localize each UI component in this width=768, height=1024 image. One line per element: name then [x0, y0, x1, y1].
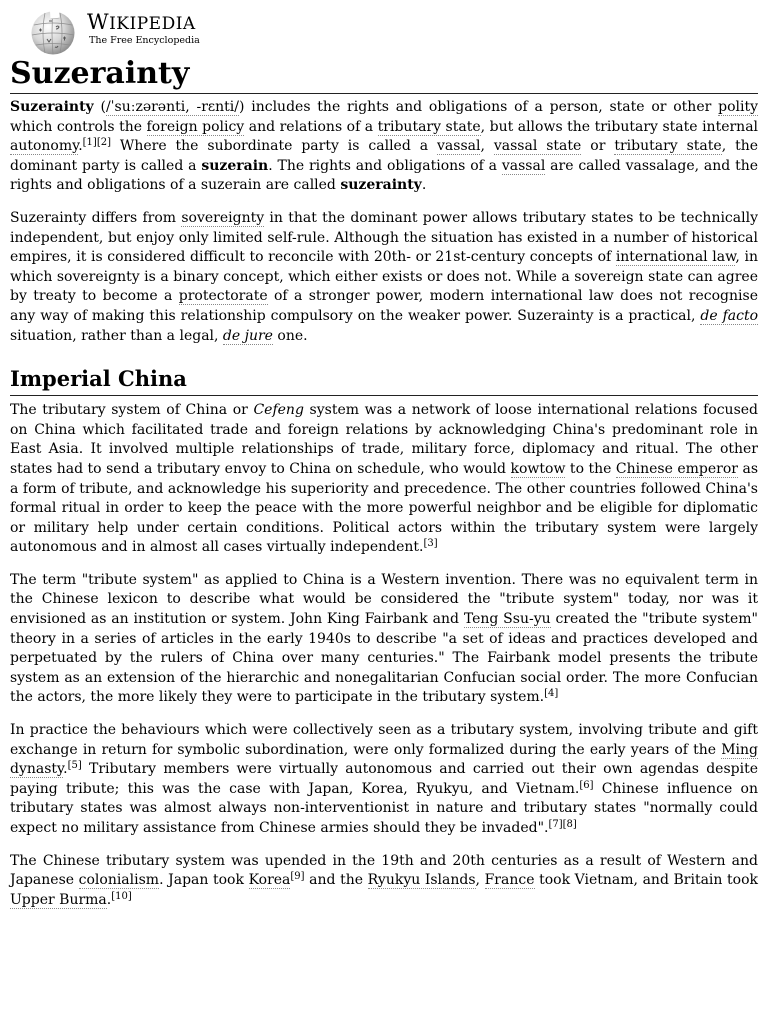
paragraph-text: situation, rather than a legal,	[10, 327, 223, 344]
paragraph-text: system was a network of loose international relations focused on China which facilitated trade and foreign relations by acknowledging China's predominant role in East Asia. It involved multiple relationships of trade, military force, diplomacy and ritual. The other states had to send a tributary envoy to China on schedule, who would	[10, 402, 758, 477]
paragraph-text: and the	[304, 872, 368, 889]
paragraph-text: as a form of tribute, and acknowledge his superiority and precedence. The other countries followed China's formal ritual in order to keep the peace with the more powerful neighbor and be eligible for diplomatic or military help under certain conditions. Political actors within the tributary system were largely autonomous and in almost all cases virtually independent.	[10, 460, 758, 556]
paragraph-text: of a stronger power, modern international law does not recognise any way of making this relationship compulsory on the weaker power. Suzerainty is a practical,	[10, 288, 758, 324]
link-tributary-state[interactable]: tributary state	[377, 118, 481, 135]
paragraph-text: The Chinese tributary system was upended in the 19th and 20th centuries as a result of Western and Japanese	[10, 852, 758, 889]
paragraph	[10, 209, 758, 346]
paragraph-text: which controls the	[10, 118, 147, 135]
paragraph-text: , in which sovereignty is a binary concept, which either exists or does not. While a sovereign state can agree by treaty to become a	[10, 249, 758, 305]
paragraph-text: .	[106, 891, 112, 908]
link-tributary-state[interactable]: tributary state	[614, 138, 722, 155]
paragraph-text: ) includes the rights and obligations of a person, state or other	[238, 99, 719, 115]
paragraph-text: , the dominant party is called a	[10, 138, 759, 174]
paragraph	[10, 98, 758, 196]
italic-term-cefeng: Cefeng	[253, 402, 304, 419]
paragraph-text: (	[93, 99, 106, 115]
link-international-law[interactable]: international law	[615, 249, 736, 266]
section-heading: Imperial China	[10, 365, 758, 396]
link-korea[interactable]: Korea	[248, 872, 291, 889]
citation-ref-1[interactable]: [1]	[82, 137, 97, 149]
link-de-jure[interactable]: de jure	[222, 327, 273, 344]
lead-section	[10, 98, 758, 346]
link-protectorate[interactable]: protectorate	[178, 288, 268, 305]
citation-ref-9[interactable]: [9]	[290, 871, 305, 883]
citation-ref-10[interactable]: [10]	[111, 890, 132, 902]
paragraph	[10, 401, 758, 558]
bold-term-suzerainty: Suzerainty	[10, 99, 94, 115]
site-header	[0, 0, 768, 55]
link-autonomy[interactable]: autonomy	[10, 138, 79, 155]
paragraph-text: ,	[480, 138, 494, 155]
citation-ref-5[interactable]: [5]	[67, 760, 82, 772]
citation-ref-3[interactable]: [3]	[423, 538, 438, 550]
link-sovereignty[interactable]: sovereignty	[181, 209, 265, 226]
link-polity[interactable]: polity	[718, 99, 758, 115]
section-imperial-china	[10, 365, 758, 910]
link-de-facto[interactable]: de facto	[700, 307, 758, 324]
paragraph-text: , but allows the tributary state internal	[480, 118, 759, 135]
link-kowtow[interactable]: kowtow	[510, 460, 566, 477]
paragraph-text: to the	[565, 460, 616, 477]
paragraph-text: .	[63, 761, 68, 778]
link-chinese-emperor[interactable]: Chinese emperor	[615, 460, 738, 477]
citation-ref-6[interactable]: [6]	[579, 779, 594, 791]
citation-ref-2[interactable]: [2]	[96, 137, 111, 149]
paragraph-text: Suzerainty differs from	[10, 209, 182, 226]
paragraph-text: . Japan took	[159, 872, 249, 889]
paragraph-text: are called vassalage, and the rights and obligations of a suzerain are called	[10, 157, 759, 194]
paragraph-text: . The rights and obligations of a	[268, 157, 502, 174]
paragraph-text: one.	[272, 327, 308, 344]
page-title: Suzerainty	[10, 55, 758, 94]
link-ryukyu-islands[interactable]: Ryukyu Islands	[367, 872, 476, 889]
bold-term-suzerainty: suzerainty	[340, 177, 422, 194]
citation-ref-8[interactable]: [8]	[562, 819, 577, 830]
bold-term-suzerain: suzerain	[201, 157, 269, 174]
citation-ref-7[interactable]: [7]	[548, 819, 563, 830]
wikipedia-wordmark: WIKIPEDIA	[87, 10, 196, 34]
wikipedia-logo-link[interactable]	[0, 0, 210, 55]
link-france[interactable]: France	[484, 872, 535, 889]
paragraph-text: In practice the behaviours which were collectively seen as a tributary system, involving tribute and gift exchange in return for symbolic subordination, were only formalized during the early years of the	[10, 722, 758, 758]
paragraph-text: Tributary members were virtually autonomous and carried out their own agendas despite paying tribute; this was the case with Japan, Korea, Ryukyu, and Vietnam.	[10, 761, 758, 797]
citation-ref-4[interactable]: [4]	[544, 688, 559, 700]
link-teng-ssu-yu[interactable]: Teng Ssu-yu	[463, 611, 551, 628]
link-ming-dynasty[interactable]: Ming dynasty	[10, 741, 758, 778]
link-vassal-state[interactable]: vassal state	[493, 138, 582, 155]
link-vassal[interactable]: vassal	[501, 157, 546, 174]
paragraph-text: The tributary system of China or	[10, 402, 254, 419]
paragraph-text: Where the subordinate party is called a	[111, 138, 438, 155]
paragraph-text: in that the dominant power allows tributary states to be technically independent, but enjoy only limited self-rule. Although the situation has existed in a number of historical empires, it is considered difficult to reconcile with 20th- or 21st-century concepts of	[10, 209, 758, 266]
paragraph-text: .	[421, 177, 427, 194]
link-vassal[interactable]: vassal	[437, 138, 481, 155]
paragraph-text: ,	[475, 872, 485, 889]
paragraph-text: and relations of a	[244, 118, 378, 135]
paragraph-text: created the "tribute system" theory in a series of articles in the early 1940s to describe "a set of ideas and practices developed and perpetuated by the rulers of China over many centuries." The Fairbank model presents the tribute system as an extension of the hierarchic and nonegalitarian Confucian social order. The more Confucian the actors, the more likely they were to participate in the tributary system.	[10, 611, 759, 706]
paragraph-text: or	[581, 138, 615, 155]
paragraph-text: .	[78, 138, 83, 155]
paragraph	[10, 852, 758, 911]
wikipedia-globe-icon	[29, 9, 77, 55]
wikipedia-tagline: The Free Encyclopedia	[89, 35, 200, 46]
article-content	[0, 55, 768, 910]
ipa-pronunciation-link[interactable]: /ˈsuːzərənti, -rɛnti/	[105, 99, 239, 115]
paragraph-text: The term "tribute system" as applied to China is a Western invention. There was no equivalent term in the Chinese lexicon to describe what would be considered the "tribute system" today, nor was it envisioned as an institution or system. John King Fairbank and	[10, 571, 758, 628]
link-colonialism[interactable]: colonialism	[78, 872, 160, 889]
link-foreign-policy[interactable]: foreign policy	[146, 118, 245, 135]
paragraph	[10, 721, 758, 839]
paragraph	[10, 571, 758, 708]
paragraph-text: Chinese influence on tributary states was almost always non-interventionist in nature and tributary states "normally could expect no military assistance from Chinese armies should they be invaded".	[10, 780, 758, 836]
paragraph-text: took Vietnam, and Britain took	[534, 872, 758, 889]
link-upper-burma[interactable]: Upper Burma	[10, 891, 107, 908]
